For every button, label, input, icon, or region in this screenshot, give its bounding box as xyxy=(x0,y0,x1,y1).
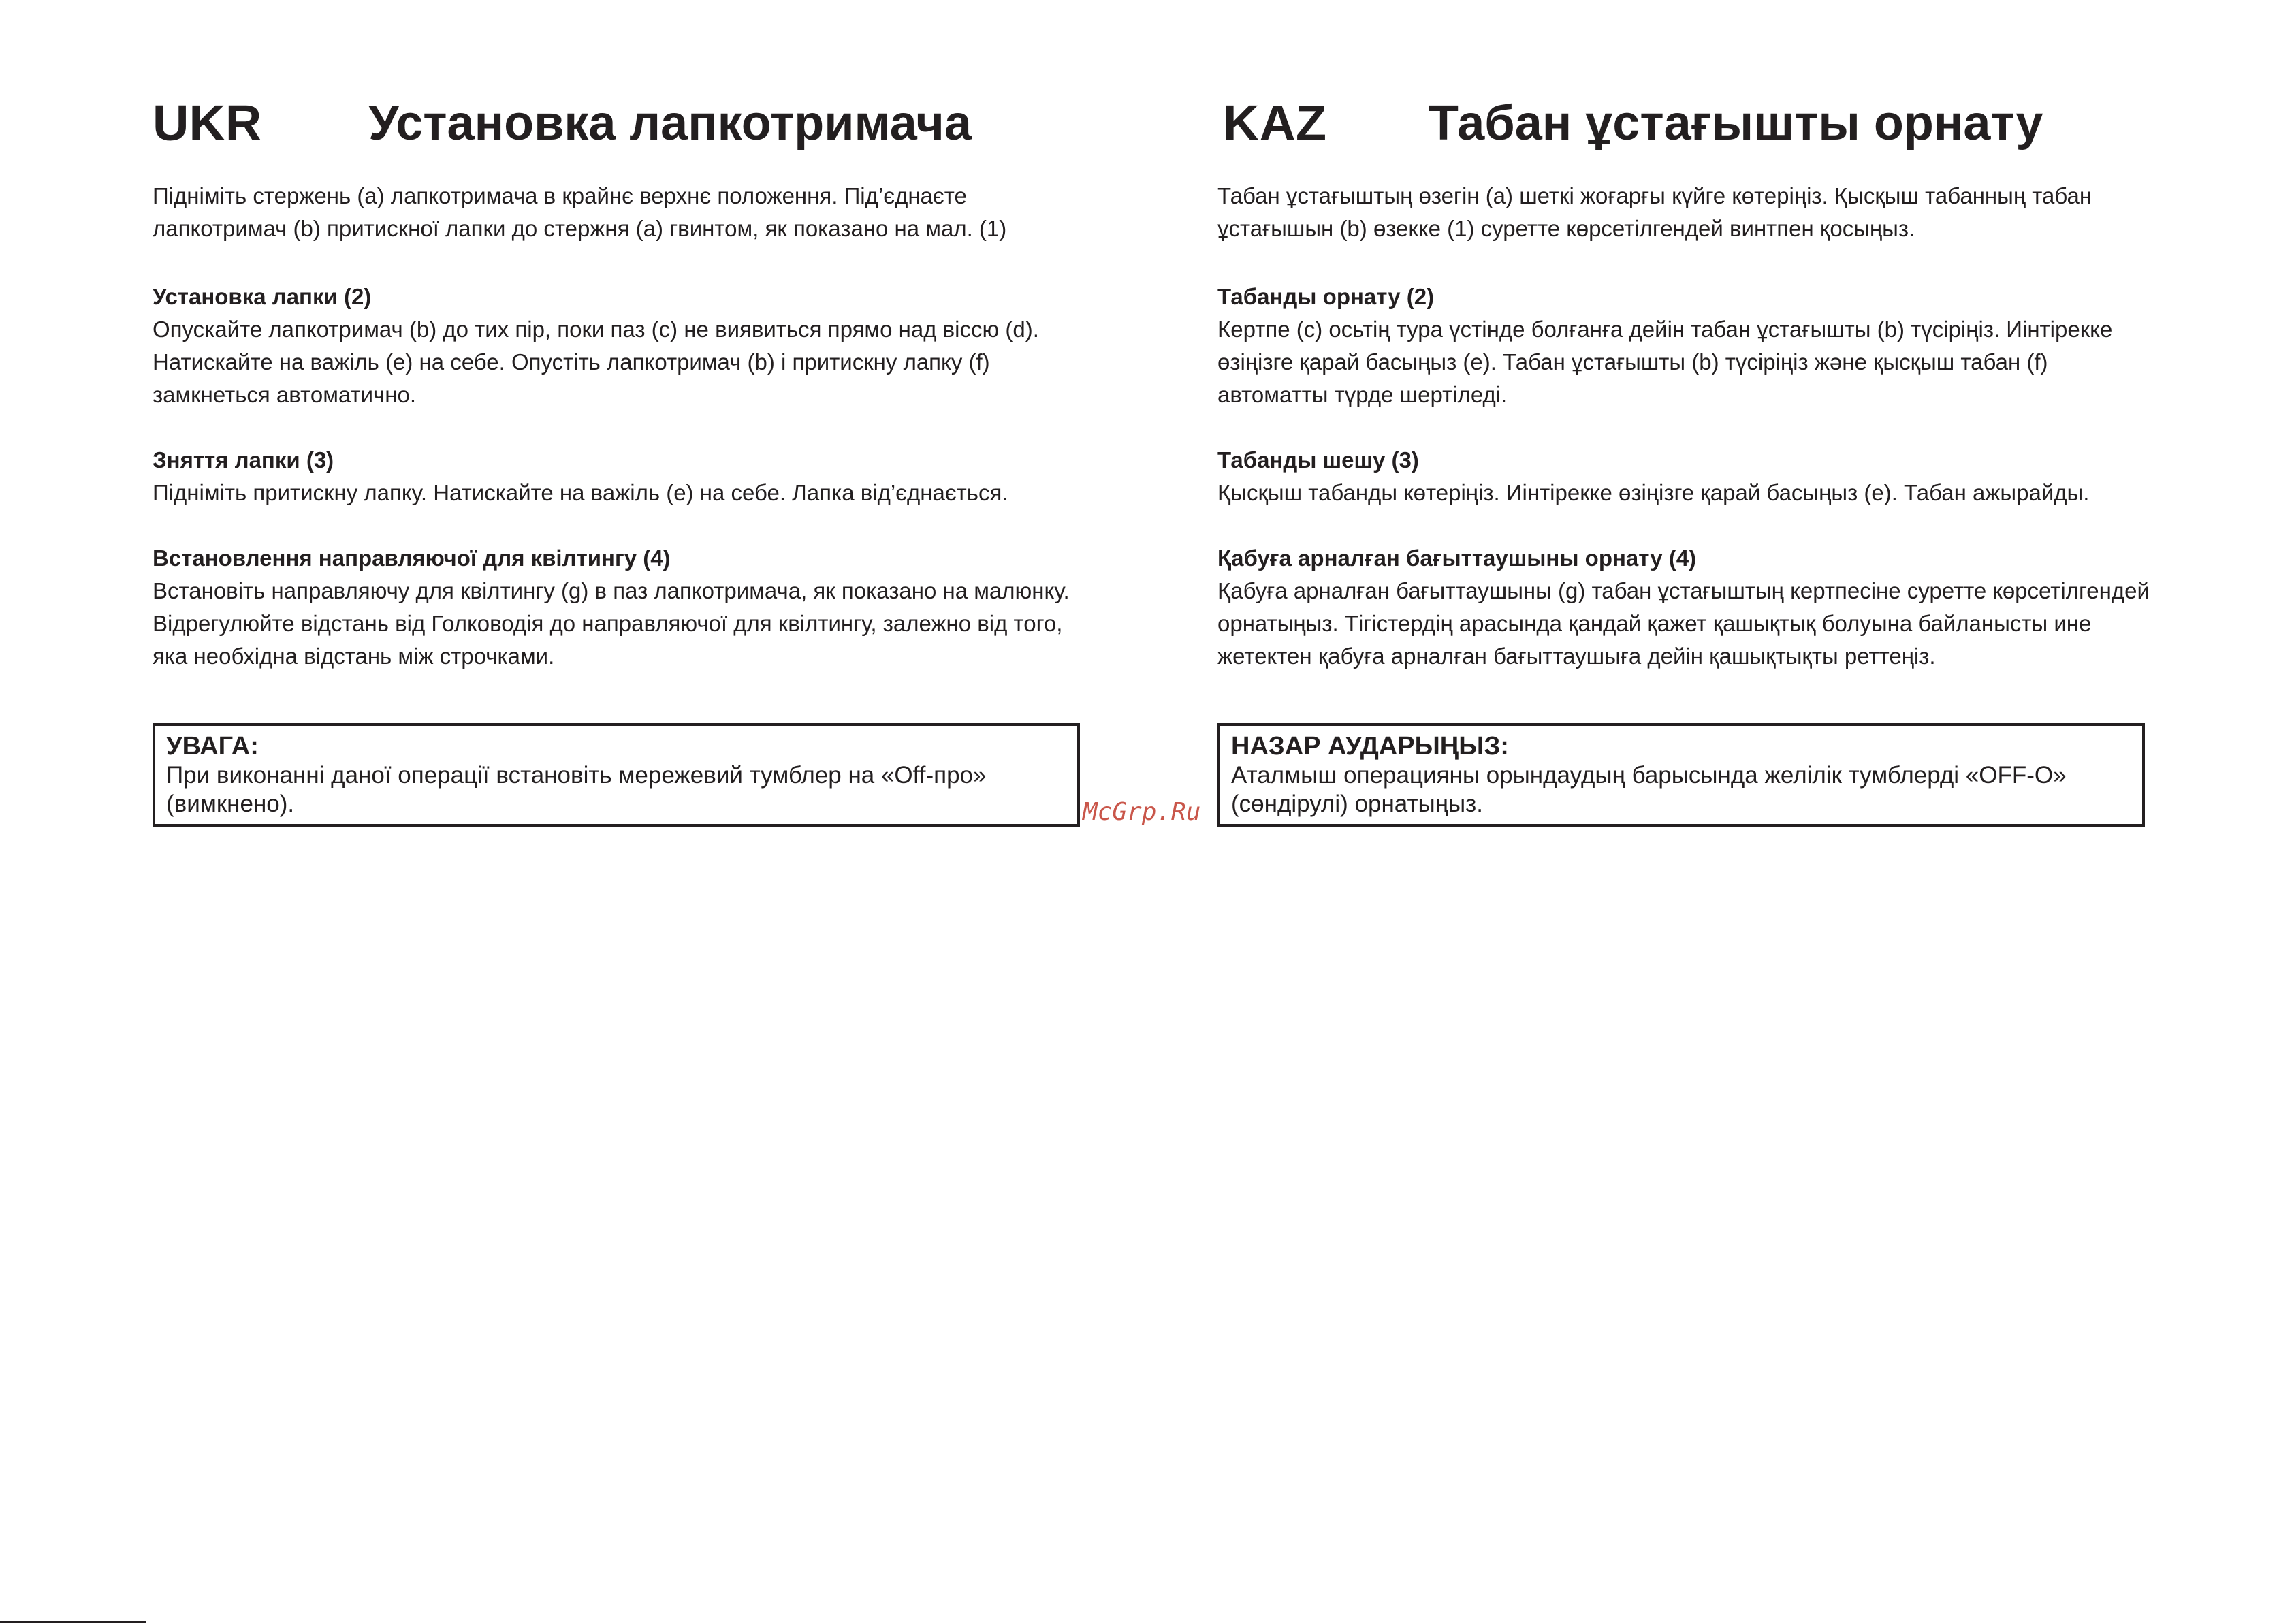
ukr-heading-attach-foot: Установка лапки (2) xyxy=(153,284,372,309)
ukr-header xyxy=(153,93,1085,154)
kaz-heading-attach-foot: Табанды орнату (2) xyxy=(1217,284,1435,309)
kaz-remove-foot-paragraph: Қысқыш табанды көтеріңіз. Иінтірекке өзіңізге қарай басыңыз (e). Табан ажырайды. xyxy=(1217,480,2090,505)
kaz-quilting-guide-paragraph: Қабуға арналған бағыттаушыны (g) табан ұстағыштың кертпесіне суретте көрсетілгендей орнатыңыз. Тігістердің арасында қандай қажет қашықтық болуына байланысты ине жетектен қабуға арналған бағыттаушыға дейін қашықтықты реттеңіз. xyxy=(1217,578,2150,669)
ukr-section-title: Установка лапкотримача xyxy=(368,96,972,150)
kaz-warning-title: НАЗАР АУДАРЫҢЫЗ: xyxy=(1231,732,1509,761)
ukr-warning-text: При виконанні даної операції встановіть мережевий тумблер на «Off-про» (вимкнено). xyxy=(166,762,987,817)
kaz-heading-quilting-guide: Қабуға арналған бағыттаушыны орнату (4) xyxy=(1217,545,1697,571)
ukr-quilting-guide-paragraph: Встановіть направляючу для квілтингу (g) в паз лапкотримача, як показано на малюнку. Відрегулюйте відстань від Голководія до направляючої для квілтингу, залежно від того, яка необхідна відстань між строчками. xyxy=(153,578,1070,669)
kaz-intro-paragraph: Табан ұстағыштың өзегін (a) шеткі жоғарғы күйге көтеріңіз. Қысқыш табанның табан ұстағышын (b) өзекке (1) суретте көрсетілгендей винтпен қосыңыз. xyxy=(1217,183,2092,241)
kaz-warning-text: Аталмыш операцияны орындаудың барысында желілік тумблерді «OFF-O» (сөндірулі) орнатыңыз. xyxy=(1231,762,2067,817)
ukr-warning-box xyxy=(153,723,1080,827)
footer-rule xyxy=(0,1621,146,1623)
kaz-warning-box xyxy=(1217,723,2145,827)
kaz-header xyxy=(1217,93,2150,154)
ukr-language-code: UKR xyxy=(153,95,262,151)
kaz-language-code: KAZ xyxy=(1223,95,1327,151)
kaz-heading-remove-foot: Табанды шешу (3) xyxy=(1217,447,1419,473)
ukr-heading-remove-foot: Зняття лапки (3) xyxy=(153,447,334,473)
ukr-intro-paragraph: Підніміть стержень (a) лапкотримача в крайнє верхнє положення. Під’єднаєте лапкотримач (b) притискної лапки до стержня (a) гвинтом, як показано на мал. (1) xyxy=(153,183,1007,241)
kaz-section-title: Табан ұстағышты орнату xyxy=(1429,96,2043,150)
watermark-text: McGrp.Ru xyxy=(1083,798,1201,826)
ukr-remove-foot-paragraph: Підніміть притискну лапку. Натискайте на важіль (e) на себе. Лапка від’єднається. xyxy=(153,480,1008,505)
ukr-attach-foot-paragraph: Опускайте лапкотримач (b) до тих пір, поки паз (c) не виявиться прямо над віссю (d). Натискайте на важіль (e) на себе. Опустіть лапкотримач (b) і притискну лапку (f) замкнеться автоматично. xyxy=(153,317,1039,407)
ukr-warning-title: УВАГА: xyxy=(166,732,259,761)
ukr-heading-quilting-guide: Встановлення направляючої для квілтингу (4) xyxy=(153,545,671,571)
kaz-attach-foot-paragraph: Кертпе (c) осьтің тура үстінде болғанға дейін табан ұстағышты (b) түсіріңіз. Иінтірекке өзіңізге қарай басыңыз (e). Табан ұстағышты (b) түсіріңіз және қысқыш табан (f) автоматты түрде шертіледі. xyxy=(1217,317,2113,407)
